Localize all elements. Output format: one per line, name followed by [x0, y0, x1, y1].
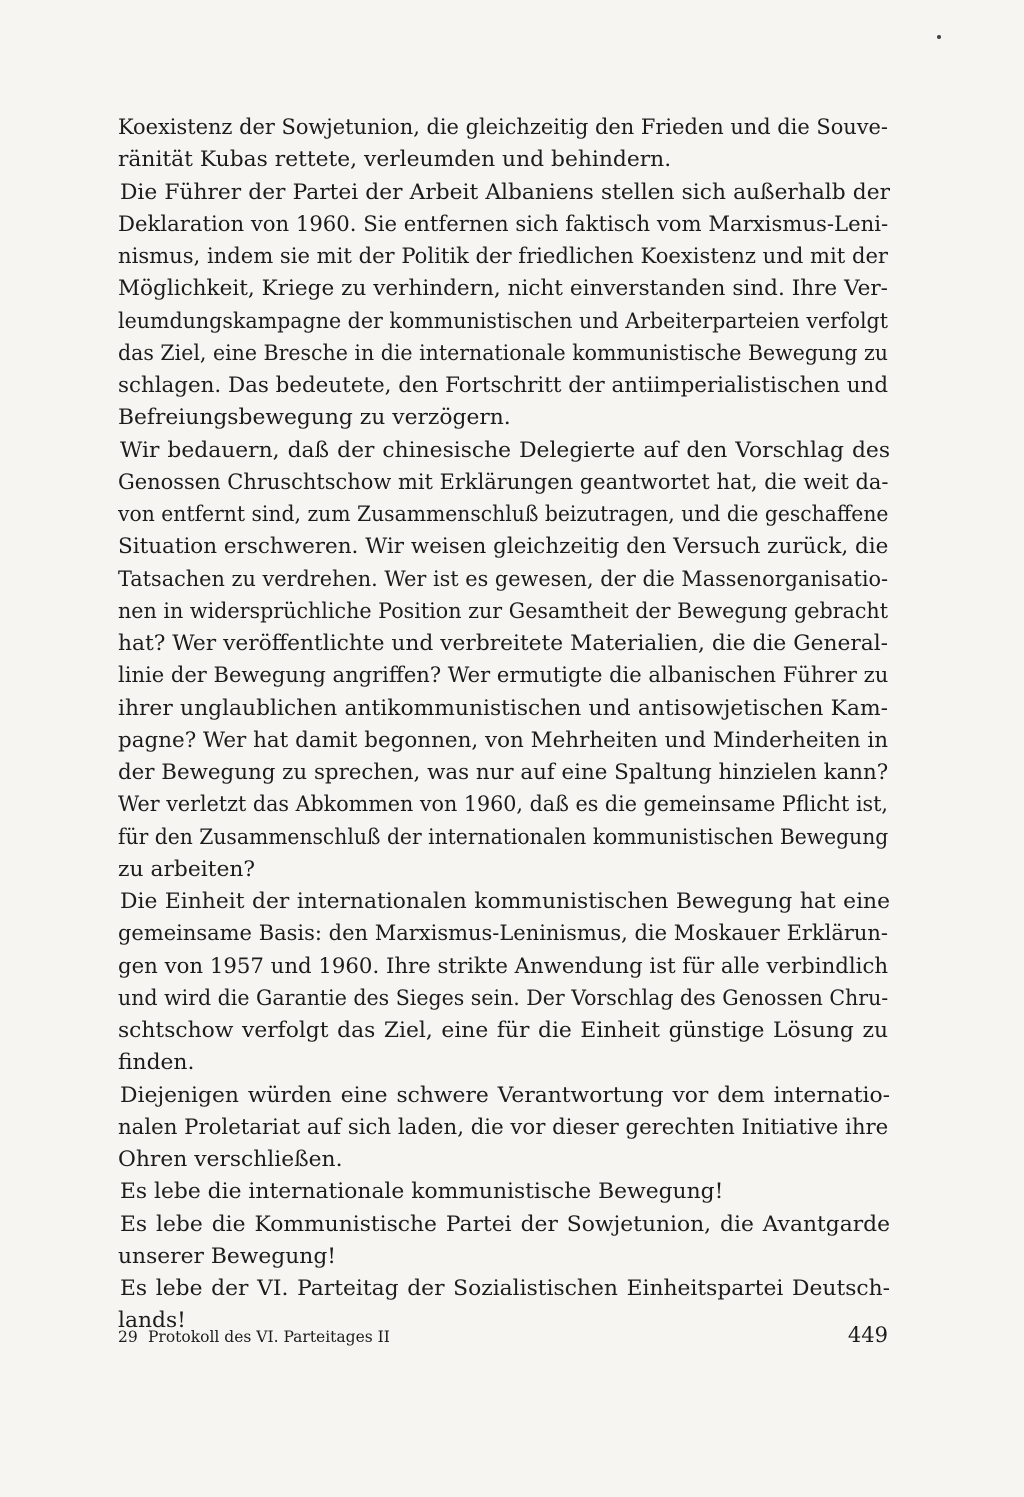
page-footer	[118, 1322, 888, 1352]
text-line: nalen Proletariat auf sich laden, die vor dieser gerechten Initiative ihre	[118, 1114, 889, 1140]
paragraph	[118, 1209, 888, 1274]
text-line: nen in widersprüchliche Position zur Gesamtheit der Bewegung gebracht	[118, 598, 888, 624]
text-line: Es lebe der VI. Parteitag der Sozialistischen Einheitspartei Deutsch-	[120, 1276, 890, 1301]
footer-signature-mark: 29	[118, 1328, 138, 1346]
text-line: unserer Bewegung!	[118, 1243, 337, 1269]
paragraph	[118, 177, 888, 435]
text-line: Möglichkeit, Kriege zu verhindern, nicht einverstanden sind. Ihre Ver-	[118, 276, 888, 302]
text-line: und wird die Garantie des Sieges sein. Der Vorschlag des Genossen Chru-	[118, 985, 889, 1011]
paragraph	[118, 1176, 888, 1208]
text-line: Die Einheit der internationalen kommunistischen Bewegung hat eine	[120, 889, 890, 914]
text-line: leumdungskampagne der kommunistischen und Arbeiterparteien verfolgt	[118, 308, 888, 334]
text-line: der Bewegung zu sprechen, was nur auf eine Spaltung hinzielen kann?	[118, 760, 889, 785]
paragraph	[118, 886, 888, 1080]
page-number: 449	[847, 1323, 888, 1347]
text-line: Wer verletzt das Abkommen von 1960, daß es die gemeinsame Pflicht ist,	[118, 792, 888, 818]
footer-running-title: Protokoll des VI. Parteitages II	[148, 1328, 390, 1346]
text-line: Koexistenz der Sowjetunion, die gleichzeitig den Frieden und die Souve-	[118, 115, 888, 140]
paragraph	[118, 112, 888, 177]
text-line: Wir bedauern, daß der chinesische Delegierte auf den Vorschlag des	[120, 437, 890, 463]
text-line: das Ziel, eine Bresche in die internationale kommunistische Bewegung zu	[118, 340, 889, 366]
text-line: finden.	[118, 1050, 195, 1076]
text-line: hat? Wer veröffentlichte und verbreitete Materialien, die die General-	[118, 631, 888, 656]
text-line: Deklaration von 1960. Sie entfernen sich faktisch vom Marxismus-Leni-	[118, 211, 889, 237]
text-line: lands!	[118, 1308, 186, 1334]
text-line: Befreiungsbewegung zu verzögern.	[118, 405, 511, 431]
text-line: Tatsachen zu verdrehen. Wer ist es gewesen, der die Massenorganisatio-	[118, 566, 889, 592]
text-line: ränität Kubas rettete, verleumden und behindern.	[118, 147, 672, 173]
text-line: pagne? Wer hat damit begonnen, von Mehrheiten und Minderheiten in	[118, 727, 889, 753]
text-line: nismus, indem sie mit der Politik der friedlichen Koexistenz und mit der	[118, 244, 889, 269]
text-line: Diejenigen würden eine schwere Verantwortung vor dem internatio-	[120, 1082, 890, 1108]
text-line: gen von 1957 und 1960. Ihre strikte Anwendung ist für alle verbindlich	[118, 953, 889, 979]
text-line: Situation erschweren. Wir weisen gleichzeitig den Versuch zurück, die	[118, 534, 889, 560]
text-line: zu arbeiten?	[118, 856, 256, 882]
text-line: von entfernt sind, zum Zusammenschluß beizutragen, und die geschaffene	[118, 502, 889, 527]
text-line: für den Zusammenschluß der internationalen kommunistischen Bewegung	[118, 824, 889, 850]
body-text	[118, 112, 888, 1338]
text-line: schlagen. Das bedeutete, den Fortschritt der antiimperialistischen und	[118, 373, 889, 398]
paragraph	[118, 435, 888, 887]
text-line: Es lebe die Kommunistische Partei der Sowjetunion, die Avantgarde	[120, 1211, 890, 1237]
text-line: Die Führer der Partei der Arbeit Albaniens stellen sich außerhalb der	[119, 179, 890, 205]
scan-speck	[937, 35, 941, 39]
text-line: linie der Bewegung angriffen? Wer ermutigte die albanischen Führer zu	[118, 663, 889, 689]
text-line: gemeinsame Basis: den Marxismus-Leninismus, die Moskauer Erklärun-	[118, 921, 888, 947]
paragraph	[118, 1080, 888, 1177]
text-line: Genossen Chruschtschow mit Erklärungen geantwortet hat, die weit da-	[118, 469, 889, 495]
text-line: Ohren verschließen.	[118, 1147, 343, 1172]
text-line: Es lebe die internationale kommunistische Bewegung!	[120, 1179, 724, 1205]
text-line: ihrer unglaublichen antikommunistischen und antisowjetischen Kam-	[118, 695, 888, 721]
text-line: schtschow verfolgt das Ziel, eine für die Einheit günstige Lösung zu	[118, 1018, 888, 1043]
